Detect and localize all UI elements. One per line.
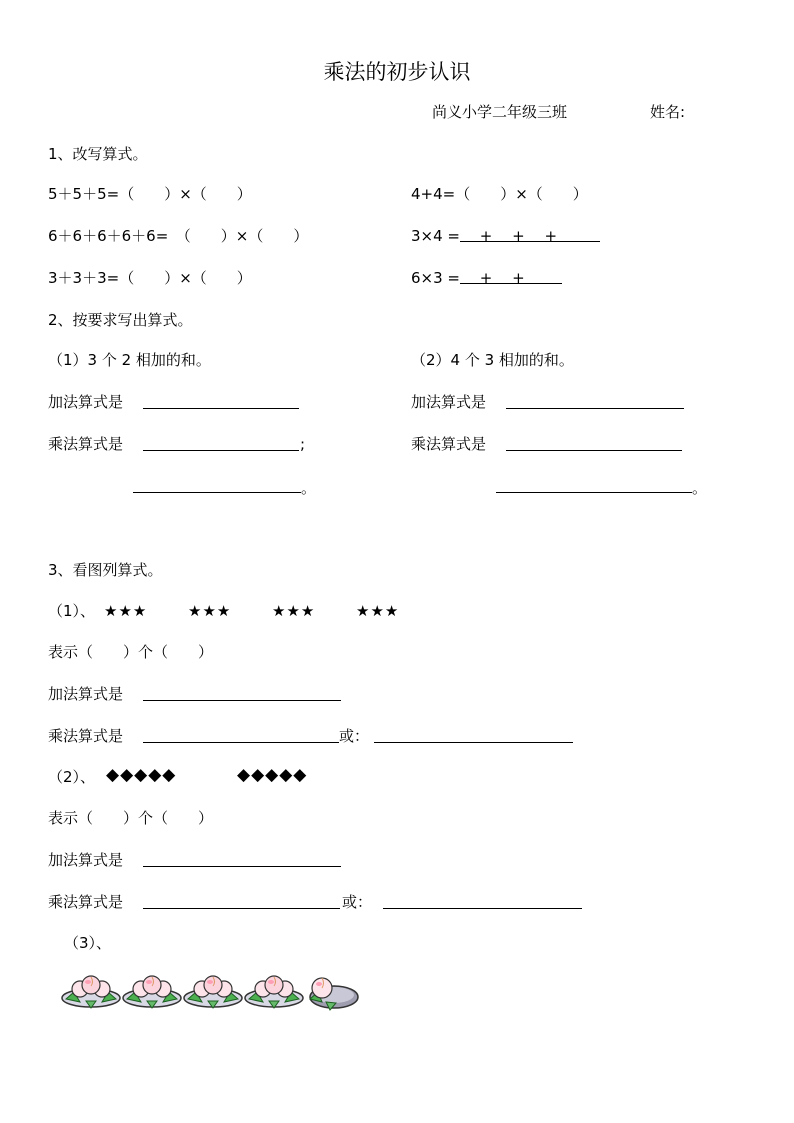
peach-plate-image-5 — [300, 968, 360, 1012]
q1-heading: 1、改写算式。 — [48, 145, 148, 163]
q3-p2-add-blank[interactable] — [143, 866, 341, 867]
q1-row2-right — [411, 226, 600, 246]
q2-mul-blank-2[interactable] — [506, 450, 682, 451]
q3-p1-represent: 表示（ ）个（ ） — [48, 643, 214, 661]
q3-p1-mul-blank[interactable] — [143, 742, 339, 743]
q3-p2-label: （2）、 — [48, 768, 96, 786]
q1-row3-right-prefix: 6×3 = — [411, 269, 460, 287]
star-group-2: ★★★ — [188, 602, 232, 620]
name-label: 姓名: — [650, 103, 686, 121]
star-group-3: ★★★ — [272, 602, 316, 620]
q2-add-label-1: 加法算式是 — [48, 393, 124, 411]
q1-row3-left: 3＋3＋3=（ ）×（ ） — [48, 269, 252, 287]
q3-p2-mul-label: 乘法算式是 — [48, 893, 124, 911]
q2-extra-blank-1[interactable] — [133, 492, 301, 493]
peach-plate-image-1 — [60, 968, 122, 1012]
q2-period-2: 。 — [692, 479, 708, 497]
page-title: 乘法的初步认识 — [323, 60, 471, 84]
q2-mul-label-2: 乘法算式是 — [411, 435, 487, 453]
q1-row3-right — [411, 268, 562, 288]
q2-extra-blank-2[interactable] — [496, 492, 692, 493]
q1-row1-right: 4+4=（ ）×（ ） — [411, 185, 588, 203]
star-group-1: ★★★ — [104, 602, 148, 620]
peach-plate-image-2 — [121, 968, 183, 1012]
q1-row2-right-blank[interactable]: + + + — [460, 226, 600, 242]
q2-semicolon: ; — [300, 435, 306, 453]
q1-row3-right-blank[interactable]: + + — [460, 268, 562, 284]
q2-add-blank-2[interactable] — [506, 408, 684, 409]
star-group-4: ★★★ — [356, 602, 400, 620]
q3-p3-label: （3）、 — [64, 934, 112, 952]
q2-mul-label-1: 乘法算式是 — [48, 435, 124, 453]
school-class: 尚义小学二年级三班 — [432, 103, 568, 121]
q1-row1-left: 5＋5＋5=（ ）×（ ） — [48, 185, 252, 203]
q3-p2-or-blank[interactable] — [383, 908, 582, 909]
q2-mul-blank-1[interactable] — [143, 450, 299, 451]
peach-plate-image-4 — [243, 968, 305, 1012]
q1-row2-right-prefix: 3×4 = — [411, 227, 460, 245]
q3-p1-add-blank[interactable] — [143, 700, 341, 701]
peach-plate-image-3 — [182, 968, 244, 1012]
diamond-group-2: ◆◆◆◆◆ — [237, 765, 308, 785]
q2-sub2: （2）4 个 3 相加的和。 — [411, 351, 574, 369]
q2-period-1: 。 — [301, 479, 317, 497]
diamond-group-1: ◆◆◆◆◆ — [106, 765, 177, 785]
q3-p2-represent: 表示（ ）个（ ） — [48, 809, 214, 827]
q3-heading: 3、看图列算式。 — [48, 561, 163, 579]
q1-row2-left: 6＋6＋6＋6＋6= （ ）×（ ） — [48, 227, 309, 245]
q2-add-label-2: 加法算式是 — [411, 393, 487, 411]
q3-p1-label: （1）、 — [48, 602, 96, 620]
q3-p2-or-label: 或： — [342, 893, 373, 911]
q3-p2-add-label: 加法算式是 — [48, 851, 124, 869]
q3-p1-or-blank[interactable] — [374, 742, 573, 743]
q3-p1-or-label: 或： — [339, 727, 370, 745]
q3-p1-mul-label: 乘法算式是 — [48, 727, 124, 745]
q2-sub1: （1）3 个 2 相加的和。 — [48, 351, 211, 369]
q3-p2-mul-blank[interactable] — [143, 908, 340, 909]
q3-p1-add-label: 加法算式是 — [48, 685, 124, 703]
q2-add-blank-1[interactable] — [143, 408, 299, 409]
q2-heading: 2、按要求写出算式。 — [48, 311, 193, 329]
